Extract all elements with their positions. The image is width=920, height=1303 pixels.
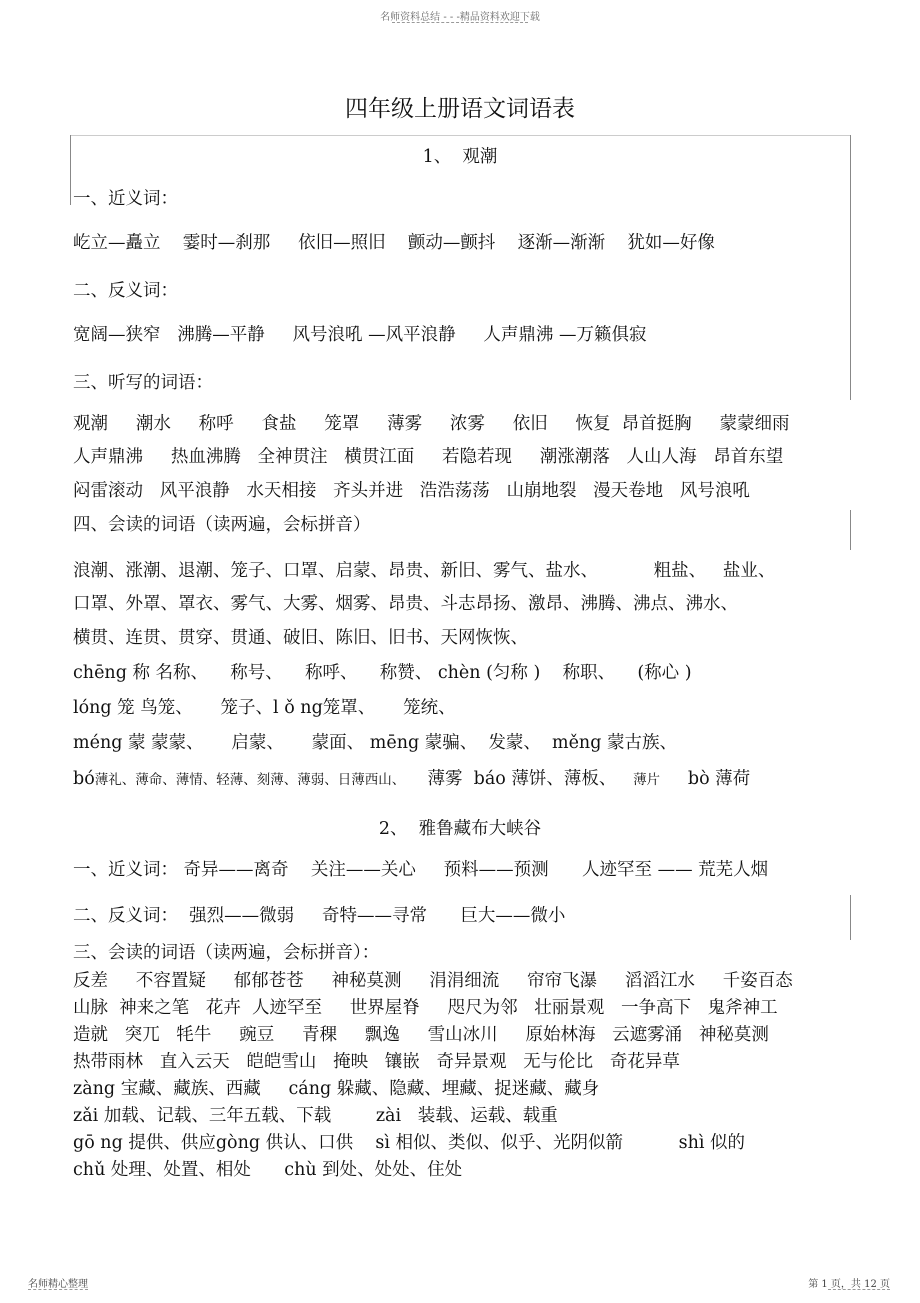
list-item: gō ng 提供、供应gòng 供认、口供 sì 相似、类似、似乎、光阴似箭 shì 似的 <box>73 1133 746 1153</box>
lesson1-synonym-heading: 一、近义词： <box>73 189 178 209</box>
frame-top-line <box>70 135 850 136</box>
frame-right-line-2 <box>850 510 851 550</box>
list-item: 造就 突兀 牦牛 豌豆 青稞 飘逸 雪山冰川 原始林海 云遮雾涌 神秘莫测 <box>73 1025 769 1045</box>
list-item: méng 蒙 蒙蒙、 启蒙、 蒙面、 mēng 蒙骗、 发蒙、 měng 蒙古族、 <box>73 733 677 753</box>
footer-divider-left <box>28 1289 88 1290</box>
frame-right-line-1 <box>850 135 851 400</box>
page-title: 四年级上册语文词语表 <box>345 96 575 122</box>
list-item: 闷雷滚动 风平浪静 水天相接 齐头并进 浩浩荡荡 山崩地裂 漫天卷地 风号浪吼 <box>73 481 750 501</box>
lesson2-reading-heading: 三、会读的词语（读两遍，会标拼音）： <box>73 943 380 963</box>
list-item: lóng 笼 鸟笼、 笼子、l ǒ ng笼罩、 笼统、 <box>73 698 456 718</box>
footer-left: 名师精心整理 <box>28 1279 88 1290</box>
lesson2-synonyms: 一、近义词： 奇异——离奇 关注——关心 预料——预测 人迹罕至 —— 荒芜人烟 <box>73 860 769 880</box>
lesson1-heading: 1、 观潮 <box>422 147 498 167</box>
list-item: 观潮 潮水 称呼 食盐 笼罩 薄雾 浓雾 依旧 恢复 昂首挺胸 蒙蒙细雨 <box>73 414 790 434</box>
list-item: 口罩、外罩、罩衣、雾气、大雾、烟雾、昂贵、斗志昂扬、激昂、沸腾、沸点、沸水、 <box>73 594 738 614</box>
page-header: 名师资料总结 - - -精品资料欢迎下载 <box>380 12 540 23</box>
lesson1-dictation-heading: 三、听写的词语： <box>73 373 213 393</box>
bao-words: 薄雾 báo 薄饼、薄板、 <box>405 769 634 789</box>
bo-he-word: bò 薄荷 <box>660 769 751 789</box>
list-item: 山脉 神来之笔 花卉 人迹罕至 世界屋脊 咫尺为邻 壮丽景观 一争高下 鬼斧神工 <box>73 998 778 1018</box>
frame-right-line-3 <box>850 895 851 940</box>
lesson1-reading-heading: 四、会读的词语（读两遍，会标拼音） <box>73 515 371 535</box>
lesson1-antonym-heading: 二、反义词： <box>73 281 178 301</box>
list-item: zǎi 加载、记载、三年五载、下载 zài 装载、运载、载重 <box>73 1106 558 1126</box>
pinyin-bo: bó <box>73 769 95 789</box>
bao-word-extra: 薄片 <box>633 772 661 788</box>
list-item: 浪潮、涨潮、退潮、笼子、口罩、启蒙、昂贵、新旧、雾气、盐水、 粗盐、 盐业、 <box>73 561 776 581</box>
list-item: chēng 称 名称、 称号、 称呼、 称赞、 chèn (匀称 ) 称职、 (称心 ) <box>73 663 692 683</box>
list-item: 横贯、连贯、贯穿、贯通、破旧、陈旧、旧书、天网恢恢、 <box>73 628 528 648</box>
list-item: 人声鼎沸 热血沸腾 全神贯注 横贯江面 若隐若现 潮涨潮落 人山人海 昂首东望 <box>73 447 784 467</box>
list-item: 反差 不容置疑 郁郁苍苍 神秘莫测 涓涓细流 帘帘飞瀑 滔滔江水 千姿百态 <box>73 971 793 991</box>
page-number: 第 1 页，共 12 页 <box>808 1279 890 1290</box>
lesson1-antonyms: 宽阔—狭窄 沸腾—平静 风号浪吼 —风平浪静 人声鼎沸 —万籁俱寂 <box>73 325 647 345</box>
header-divider <box>392 22 528 23</box>
lesson1-synonyms: 屹立—矗立 霎时—刹那 依旧—照旧 颤动—颤抖 逐渐—渐渐 犹如—好像 <box>73 233 715 253</box>
list-item: 热带雨林 直入云天 皑皑雪山 掩映 镶嵌 奇异景观 无与伦比 奇花异草 <box>73 1052 680 1072</box>
lesson2-antonyms: 二、反义词： 强烈——微弱 奇特——寻常 巨大——微小 <box>73 906 566 926</box>
bo-words: 薄礼、薄命、薄情、轻薄、刻薄、薄弱、日薄西山、 <box>94 772 406 788</box>
lesson1-bo-line <box>73 768 750 791</box>
list-item: zàng 宝藏、藏族、西藏 cáng 躲藏、隐藏、埋藏、捉迷藏、藏身 <box>73 1079 600 1099</box>
list-item: chǔ 处理、处置、相处 chù 到处、处处、住处 <box>73 1160 463 1180</box>
lesson2-heading: 2、 雅鲁藏布大峡谷 <box>378 819 542 839</box>
footer-divider-right <box>828 1289 890 1290</box>
